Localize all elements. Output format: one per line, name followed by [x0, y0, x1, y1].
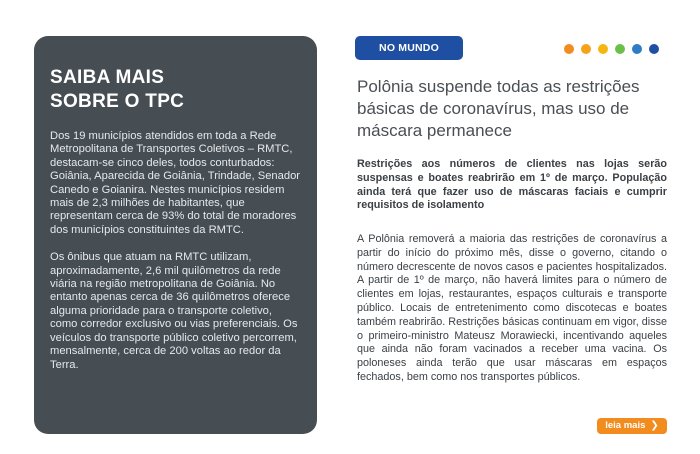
read-more-button[interactable] [597, 418, 667, 434]
sidebar-paragraph: Os ônibus que atuam na RMTC utilizam, aproximadamente, 2,6 mil quilômetros da rede viária na região metropolitana de Goiânia. No entanto apenas cerca de 36 quilômetros oferece alguma prioridade para o transporte coletivo, como corredor exclusivo ou vias preferenciais. Os veículos do transporte público coletivo percorrem, mensalmente, cerca de 200 voltas ao redor da Terra. [50, 251, 298, 371]
dot-icon [632, 44, 642, 54]
info-sidebar-card [34, 36, 317, 434]
dot-icon [581, 44, 591, 54]
dot-icon [564, 44, 574, 54]
article-body: A Polônia removerá a maioria das restrições de coronavírus a partir do início do próximo mês, disse o governo, citando o número decrescente de novos casos e pacientes hospitalizados. A partir de 1º de março, não haverá limites para o número de clientes em lojas, restaurantes, espaços culturais e transporte público. Locais de entretenimento como discotecas e boates também reabrirão. Restrições básicas continuam em vigor, disse o primeiro-ministro Mateusz Morawiecki, incentivando aqueles que ainda não foram vacinados a receber uma vacina. Os poloneses ainda terão que usar máscaras em espaços fechados, bem como nos transportes públicos. [357, 233, 667, 383]
article-subhead: Restrições aos números de clientes nas lojas serão suspensas e boates reabrirão em 1º de março. População ainda terá que fazer uso de máscaras faciais e cumprir requisitos de isolamento [357, 158, 667, 212]
read-more-label: leia mais [605, 420, 646, 431]
chevron-right-icon: ❯ [650, 420, 659, 431]
article-headline: Polônia suspende todas as restrições básicas de coronavírus, mas uso de máscara permanece [357, 77, 640, 140]
sidebar-title: SAIBA MAIS SOBRE O TPC [50, 67, 185, 112]
section-badge: NO MUNDO [355, 36, 463, 60]
sidebar-paragraph: Dos 19 municípios atendidos em toda a Rede Metropolitana de Transportes Coletivos – RMTC, destacam-se cinco deles, todos conturbados: Goiânia, Aparecida de Goiânia, Trindade, Senador Canedo e Goianira. Nestes municípios residem mais de 2,3 milhões de habitantes, que representam cerca de 93% do total de moradores dos municípios constituintes da RMTC. [50, 130, 301, 236]
dot-icon [649, 44, 659, 54]
dot-icon [598, 44, 608, 54]
dot-icon [615, 44, 625, 54]
decorative-dots [564, 44, 659, 54]
